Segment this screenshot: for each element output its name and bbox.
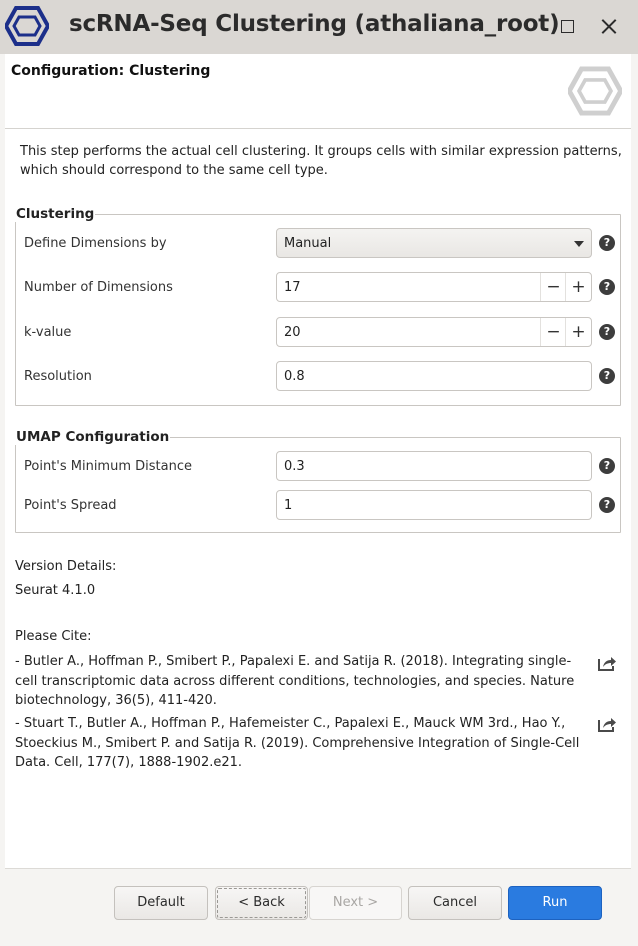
clustering-group xyxy=(15,206,621,406)
help-icon[interactable]: ? xyxy=(599,368,615,384)
plus-icon: + xyxy=(571,277,586,297)
num-dimensions-stepper[interactable] xyxy=(276,272,592,302)
define-dimensions-select[interactable] xyxy=(276,228,592,258)
back-button[interactable]: < Back xyxy=(215,886,308,920)
clustering-group-title: Clustering xyxy=(16,206,95,222)
resolution-label: Resolution xyxy=(24,369,92,384)
cite-label: Please Cite: xyxy=(15,629,92,644)
citation-item: - Stuart T., Butler A., Hoffman P., Hafemeister C., Papalexi E., Mauck WM 3rd., Hao Y., Stoeckius M., Smibert P. and Satija R. (2019). Comprehensive Integration of Single-Cell Data. Cell, 177(7), 1888-1902.e21. xyxy=(15,716,580,770)
umap-group xyxy=(15,429,621,533)
hexagon-logo-icon xyxy=(568,66,622,116)
version-value: Seurat 4.1.0 xyxy=(15,583,96,598)
define-dimensions-row xyxy=(24,228,618,260)
define-dimensions-value: Manual xyxy=(284,236,332,251)
help-icon[interactable]: ? xyxy=(599,279,615,295)
min-distance-row xyxy=(24,451,618,483)
num-dimensions-row xyxy=(24,272,618,304)
close-icon[interactable] xyxy=(596,14,622,40)
spread-input[interactable] xyxy=(276,490,592,520)
increment-button[interactable] xyxy=(565,273,591,301)
k-value-value[interactable]: 20 xyxy=(284,325,301,340)
minus-icon: − xyxy=(546,322,561,342)
num-dimensions-label: Number of Dimensions xyxy=(24,280,173,295)
increment-button[interactable] xyxy=(565,318,591,346)
help-icon[interactable]: ? xyxy=(599,458,615,474)
min-distance-label: Point's Minimum Distance xyxy=(24,459,192,474)
version-label: Version Details: xyxy=(15,559,117,574)
page-header xyxy=(5,54,631,129)
window-title: scRNA-Seq Clustering (athaliana_root) xyxy=(69,11,560,37)
min-distance-input[interactable] xyxy=(276,451,592,481)
share-icon[interactable] xyxy=(597,654,617,672)
help-icon[interactable]: ? xyxy=(599,497,615,513)
maximize-icon[interactable] xyxy=(554,14,580,40)
spread-value[interactable]: 1 xyxy=(284,498,293,513)
k-value-stepper[interactable] xyxy=(276,317,592,347)
k-value-row xyxy=(24,317,618,349)
define-dimensions-label: Define Dimensions by xyxy=(24,236,167,251)
share-icon[interactable] xyxy=(597,715,617,733)
spread-row xyxy=(24,490,618,522)
hexagon-logo-icon xyxy=(5,6,49,46)
step-description: This step performs the actual cell clustering. It groups cells with similar expression patterns, which should correspond to the same cell type. xyxy=(20,144,622,178)
minus-icon: − xyxy=(546,277,561,297)
spread-label: Point's Spread xyxy=(24,498,117,513)
chevron-down-icon xyxy=(574,241,584,247)
decrement-button[interactable] xyxy=(540,318,566,346)
cancel-button[interactable]: Cancel xyxy=(408,886,502,920)
page-title: Configuration: Clustering xyxy=(11,63,211,79)
citation-item: - Butler A., Hoffman P., Smibert P., Papalexi E. and Satija R. (2018). Integrating single-cell transcriptomic data across different conditions, technologies, and species. Nature biotechnology, 36(5), 411-420. xyxy=(15,654,575,708)
plus-icon: + xyxy=(571,322,586,342)
resolution-value[interactable]: 0.8 xyxy=(284,369,305,384)
help-icon[interactable]: ? xyxy=(599,235,615,251)
content-panel xyxy=(5,54,631,868)
footer-divider xyxy=(5,868,631,869)
resolution-input[interactable] xyxy=(276,361,592,391)
title-bar xyxy=(0,0,638,54)
k-value-label: k-value xyxy=(24,325,72,340)
next-button[interactable]: Next > xyxy=(309,886,402,920)
default-button[interactable]: Default xyxy=(114,886,208,920)
resolution-row xyxy=(24,361,618,393)
decrement-button[interactable] xyxy=(540,273,566,301)
help-icon[interactable]: ? xyxy=(599,324,615,340)
min-distance-value[interactable]: 0.3 xyxy=(284,459,305,474)
num-dimensions-value[interactable]: 17 xyxy=(284,280,301,295)
umap-group-title: UMAP Configuration xyxy=(16,429,170,445)
run-button[interactable]: Run xyxy=(508,886,602,920)
